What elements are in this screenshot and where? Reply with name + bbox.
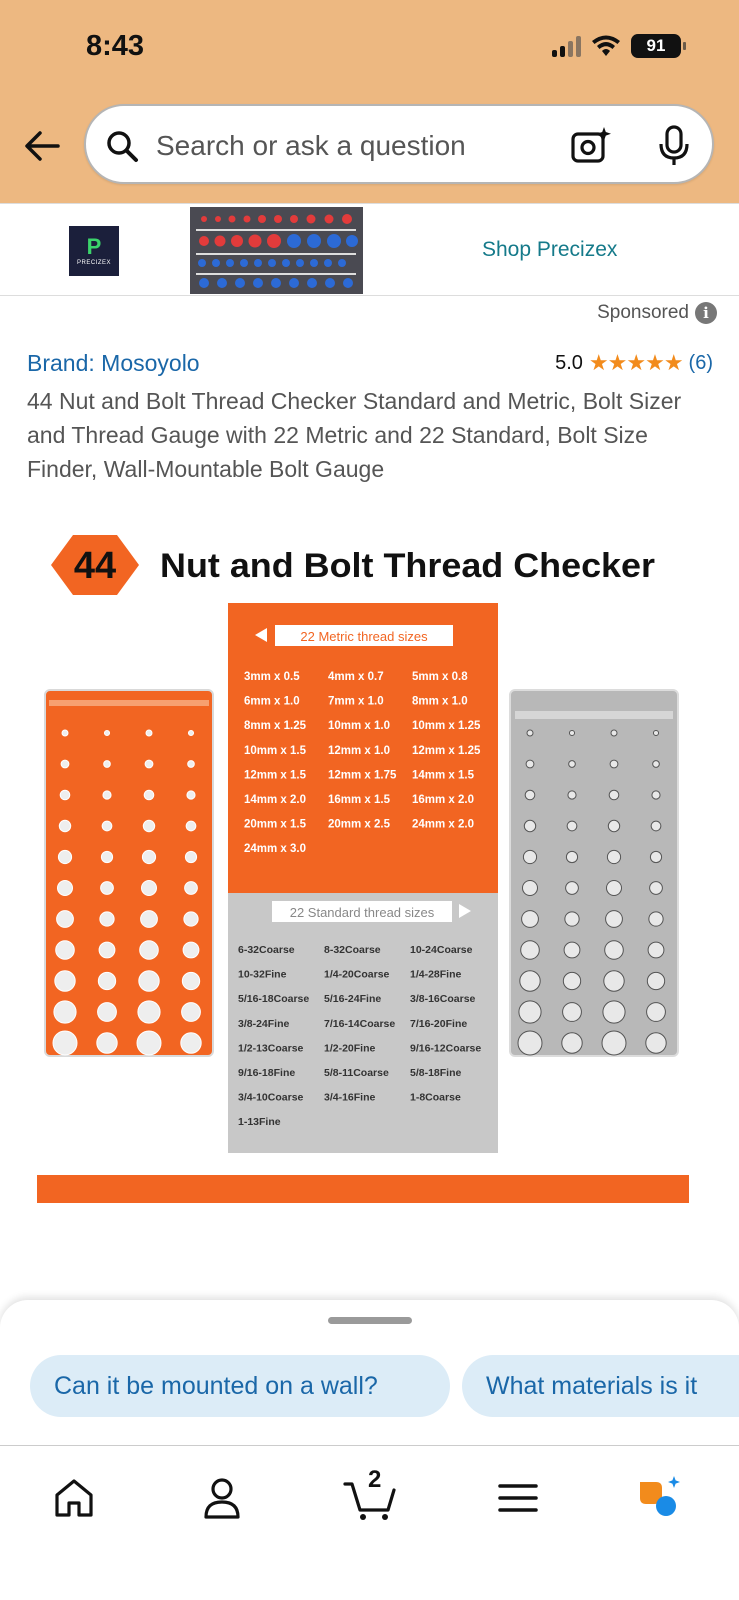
- metric-size-label: 16mm x 2.0: [412, 794, 475, 806]
- gauge-hole: [647, 1003, 666, 1022]
- gauge-hole: [650, 882, 663, 895]
- gauge-hole: [98, 1003, 117, 1022]
- gauge-hole: [602, 1031, 626, 1055]
- gauge-hole: [653, 761, 660, 768]
- gauge-hole: [187, 791, 195, 799]
- gauge-hole: [563, 972, 580, 989]
- gauge-hole: [140, 941, 159, 960]
- gauge-hole: [61, 760, 69, 768]
- gauge-hole: [54, 1001, 76, 1023]
- metric-size-label: 12mm x 1.5: [244, 769, 307, 782]
- gauge-hole: [564, 942, 580, 958]
- metric-size-label: 5mm x 0.8: [412, 671, 468, 683]
- standard-size-label: 5/16-18Coarse: [238, 993, 310, 1006]
- rufus-assistant-icon[interactable]: [636, 1474, 684, 1522]
- gauge-hole: [606, 911, 623, 928]
- standard-size-label: 10-32Fine: [238, 968, 287, 981]
- gauge-hole: [104, 730, 109, 735]
- gauge-hole: [562, 1033, 582, 1053]
- gauge-hole: [605, 941, 624, 960]
- metric-size-label: 3mm x 0.5: [244, 671, 300, 683]
- gauge-hole: [603, 1001, 625, 1023]
- standard-label: 22 Standard thread sizes: [289, 905, 435, 920]
- gauge-hole: [62, 730, 68, 736]
- gauge-hole: [608, 820, 619, 831]
- standard-size-label: 7/16-14Coarse: [324, 1017, 396, 1030]
- standard-size-label: 3/4-16Fine: [324, 1091, 376, 1104]
- gauge-hole: [144, 790, 154, 800]
- rating-count[interactable]: (6): [688, 351, 713, 374]
- gauge-hole: [566, 851, 577, 862]
- search-bar[interactable]: [84, 104, 714, 184]
- sheet-handle[interactable]: [328, 1317, 412, 1324]
- gauge-hole: [183, 942, 199, 958]
- badge-number: 44: [73, 545, 117, 587]
- product-title[interactable]: 44 Nut and Bolt Thread Checker Standard and Metric, Bolt Sizer and Thread Gauge with 22 Metric and 22 Standard, Bolt Size Finder, Wall-Mountable Bolt Gauge: [27, 388, 682, 482]
- gauge-hole: [604, 971, 624, 991]
- metric-size-label: 8mm x 1.0: [412, 695, 468, 708]
- standard-size-label: 3/4-10Coarse: [238, 1091, 304, 1104]
- gauge-hole: [53, 1031, 77, 1055]
- gauge-hole: [652, 791, 660, 799]
- gauge-hole: [138, 1001, 160, 1023]
- status-icons: [552, 34, 681, 58]
- camera-search-icon[interactable]: [570, 125, 612, 167]
- gauge-hole: [139, 971, 159, 991]
- standard-size-label: 1/4-28Fine: [410, 968, 462, 981]
- gauge-hole: [524, 820, 535, 831]
- bottom-nav: [0, 1445, 739, 1600]
- standard-size-label: 3/8-16Coarse: [410, 993, 476, 1006]
- gauge-hole: [611, 730, 617, 736]
- standard-size-label: 5/8-11Coarse: [324, 1067, 389, 1079]
- cart-button[interactable]: [342, 1466, 398, 1522]
- standard-size-label: 8-32Coarse: [324, 944, 381, 956]
- standard-size-label: 9/16-18Fine: [238, 1067, 296, 1079]
- gauge-hole: [651, 821, 661, 831]
- standard-size-label: 1/2-20Fine: [324, 1042, 376, 1055]
- gauge-hole: [520, 971, 540, 991]
- standard-size-label: 5/16-24Fine: [324, 993, 382, 1006]
- metric-size-label: 20mm x 2.5: [328, 818, 391, 831]
- wifi-icon: [591, 34, 621, 58]
- standard-size-label: 9/16-12Coarse: [410, 1042, 482, 1055]
- suggestion-chip-materials[interactable]: What materials is it: [462, 1355, 739, 1417]
- gauge-hole: [181, 1033, 201, 1053]
- suggestion-chip-wall-mount[interactable]: Can it be mounted on a wall?: [30, 1355, 450, 1417]
- gauge-hole: [137, 1031, 161, 1055]
- gauge-hole: [563, 1003, 582, 1022]
- metric-size-label: 14mm x 2.0: [244, 794, 307, 806]
- sponsored-label[interactable]: Sponsored i: [597, 302, 717, 324]
- gauge-hole: [569, 761, 576, 768]
- gauge-hole: [102, 821, 112, 831]
- gauge-hole: [188, 761, 195, 768]
- product-image[interactable]: [35, 535, 705, 1235]
- metric-size-label: 12mm x 1.0: [328, 744, 391, 757]
- metric-size-label: 10mm x 1.0: [328, 720, 391, 733]
- metric-size-label: 4mm x 0.7: [328, 671, 384, 683]
- gauge-hole: [188, 730, 193, 735]
- gauge-hole: [142, 850, 155, 863]
- gauge-hole: [182, 972, 199, 989]
- gauge-hole: [97, 1033, 117, 1053]
- gauge-hole: [525, 790, 535, 800]
- metric-label: 22 Metric thread sizes: [300, 629, 428, 644]
- gauge-hole: [141, 911, 158, 928]
- image-headline: Nut and Bolt Thread Checker: [160, 547, 655, 585]
- metric-size-label: 7mm x 1.0: [328, 695, 384, 708]
- gauge-hole: [185, 851, 196, 862]
- header: [0, 0, 739, 203]
- metric-size-label: 8mm x 1.25: [244, 720, 307, 733]
- gauge-hole: [56, 941, 75, 960]
- gauge-hole: [58, 850, 71, 863]
- gauge-hole: [60, 790, 70, 800]
- brand-logo[interactable]: P PRECIZEX: [69, 226, 119, 276]
- brand-link[interactable]: Brand: Mosoyolo: [27, 350, 200, 376]
- cellular-signal-icon: [552, 35, 581, 57]
- standard-size-label: 7/16-20Fine: [410, 1017, 468, 1030]
- gauge-hole: [519, 1001, 541, 1023]
- gauge-hole: [526, 760, 534, 768]
- gauge-hole: [59, 820, 70, 831]
- standard-size-label: 1/4-20Coarse: [324, 968, 390, 981]
- gauge-hole: [649, 912, 663, 926]
- gauge-hole: [104, 761, 111, 768]
- standard-size-label: 10-24Coarse: [410, 944, 473, 956]
- standard-size-label: 1-8Coarse: [410, 1091, 461, 1104]
- gauge-hole: [182, 1003, 201, 1022]
- metric-size-label: 24mm x 3.0: [244, 843, 307, 856]
- gauge-hole: [143, 820, 154, 831]
- status-time: 8:43: [86, 30, 145, 62]
- standard-size-label: 6-32Coarse: [238, 944, 295, 956]
- suggestion-sheet: [0, 1300, 739, 1445]
- banner-product-image[interactable]: [190, 207, 363, 294]
- gauge-hole: [142, 881, 157, 896]
- standard-size-label: 1/2-13Coarse: [238, 1042, 304, 1055]
- gauge-hole: [527, 730, 533, 736]
- gauge-hole: [99, 942, 115, 958]
- menu-icon[interactable]: [494, 1474, 542, 1522]
- gauge-hole: [518, 1031, 542, 1055]
- gauge-hole: [100, 912, 114, 926]
- gauge-hole: [146, 730, 152, 736]
- gauge-hole: [647, 972, 664, 989]
- gauge-hole: [568, 791, 576, 799]
- metric-size-label: 14mm x 1.5: [412, 769, 475, 782]
- star-rating-icon: ★★★★★: [588, 350, 683, 375]
- metric-size-label: 12mm x 1.75: [328, 769, 397, 782]
- back-arrow-icon[interactable]: [20, 124, 64, 168]
- metric-size-label: 10mm x 1.25: [412, 720, 481, 733]
- gauge-hole: [609, 790, 619, 800]
- gauge-hole: [185, 882, 198, 895]
- gauge-hole: [567, 821, 577, 831]
- metric-size-label: 10mm x 1.5: [244, 744, 307, 757]
- standard-size-label: 3/8-24Fine: [238, 1017, 290, 1030]
- gauge-hole: [58, 881, 73, 896]
- metric-size-label: 6mm x 1.0: [244, 695, 300, 708]
- gauge-hole: [101, 851, 112, 862]
- account-icon[interactable]: [198, 1474, 246, 1522]
- gauge-hole: [55, 971, 75, 991]
- gauge-hole: [569, 730, 574, 735]
- gauge-hole: [565, 912, 579, 926]
- metric-size-label: 16mm x 1.5: [328, 794, 391, 806]
- gauge-hole: [607, 881, 622, 896]
- gauge-hole: [610, 760, 618, 768]
- gauge-hole: [101, 882, 114, 895]
- gauge-hole: [523, 850, 536, 863]
- gauge-hole: [57, 911, 74, 928]
- metric-size-label: 24mm x 2.0: [412, 818, 475, 831]
- gauge-hole: [566, 882, 579, 895]
- home-icon[interactable]: [50, 1474, 98, 1522]
- gauge-hole: [646, 1033, 666, 1053]
- gauge-hole: [607, 850, 620, 863]
- search-input[interactable]: Search or ask a question: [156, 130, 466, 161]
- metric-size-label: 12mm x 1.25: [412, 744, 481, 757]
- shop-brand-link[interactable]: Shop Precizex: [482, 238, 618, 261]
- gauge-hole: [522, 911, 539, 928]
- standard-size-label: 1-13Fine: [238, 1116, 281, 1129]
- gauge-hole: [521, 941, 540, 960]
- search-icon: [104, 128, 140, 164]
- gauge-hole: [650, 851, 661, 862]
- cart-count: 2: [368, 1466, 382, 1493]
- gauge-hole: [103, 791, 111, 799]
- standard-size-label: 5/8-18Fine: [410, 1067, 462, 1079]
- sponsored-banner[interactable]: [0, 203, 739, 296]
- gauge-hole: [186, 821, 196, 831]
- gauge-hole: [523, 881, 538, 896]
- rating-value: 5.0: [555, 351, 583, 374]
- gauge-hole: [648, 942, 664, 958]
- battery-indicator: 91: [631, 34, 681, 58]
- info-icon[interactable]: i: [695, 302, 717, 324]
- rating-summary[interactable]: [555, 350, 713, 376]
- gauge-hole: [653, 730, 658, 735]
- microphone-icon[interactable]: [658, 124, 690, 168]
- gauge-hole: [98, 972, 115, 989]
- gauge-hole: [184, 912, 198, 926]
- gauge-hole: [145, 760, 153, 768]
- metric-size-label: 20mm x 1.5: [244, 818, 307, 831]
